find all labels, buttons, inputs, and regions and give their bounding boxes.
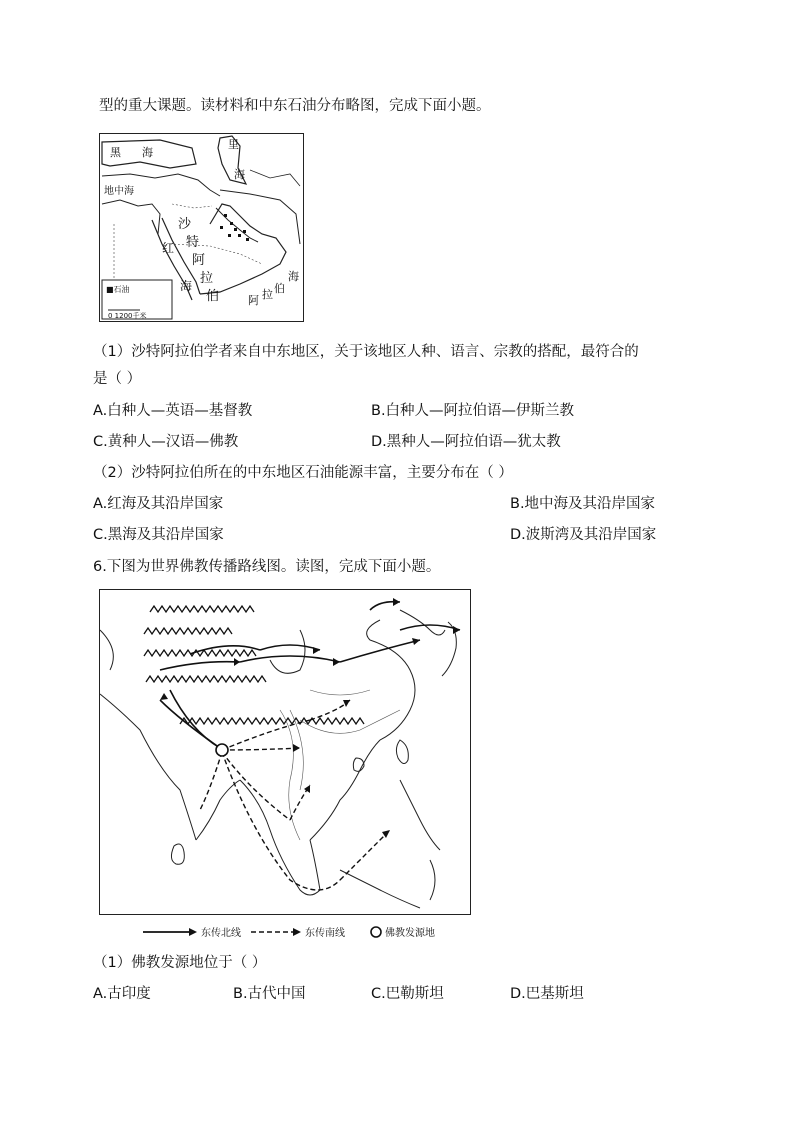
label-saudi-2: 特 bbox=[186, 235, 200, 250]
buddhism-spread-map bbox=[99, 589, 471, 915]
q5-sub2-option-a[interactable]: A.红海及其沿岸国家 bbox=[93, 496, 224, 512]
q5-sub2-option-b[interactable]: B.地中海及其沿岸国家 bbox=[510, 496, 656, 512]
label-saudi-1: 沙 bbox=[178, 217, 192, 232]
label-caspian-1: 里 bbox=[228, 138, 239, 151]
q6-sub1-option-a[interactable]: A.古印度 bbox=[93, 986, 151, 1002]
label-black-sea-1: 黑 bbox=[110, 146, 121, 159]
q5-sub1-option-d[interactable]: D.黑种人—阿拉伯语—犹太教 bbox=[371, 434, 561, 450]
legend-scale: 0 1200千米 bbox=[108, 312, 147, 320]
q5-sub1-option-b[interactable]: B.白种人—阿拉伯语—伊斯兰教 bbox=[371, 403, 575, 419]
label-saudi-5: 伯 bbox=[206, 289, 220, 304]
q6-sub1-stem: （1）佛教发源地位于（ ） bbox=[93, 955, 267, 971]
q5-sub2-option-c[interactable]: C.黑海及其沿岸国家 bbox=[93, 527, 224, 543]
legend-oil: ■石油 bbox=[106, 285, 130, 294]
legend-origin: 佛教发源地 bbox=[385, 928, 435, 939]
q5-sub1-stem-line2: 是（ ） bbox=[93, 371, 142, 387]
intro-line: 型的重大课题。读材料和中东石油分布略图，完成下面小题。 bbox=[99, 98, 491, 114]
middle-east-oil-map bbox=[99, 133, 304, 322]
q6-stem: 6.下图为世界佛教传播路线图。读图，完成下面小题。 bbox=[93, 559, 441, 575]
q6-sub1-option-c[interactable]: C.巴勒斯坦 bbox=[371, 986, 444, 1002]
q5-sub1-option-c[interactable]: C.黄种人—汉语—佛教 bbox=[93, 434, 239, 450]
label-red-sea-2: 海 bbox=[180, 279, 193, 293]
q6-sub1-option-d[interactable]: D.巴基斯坦 bbox=[510, 986, 584, 1002]
label-saudi-3: 阿 bbox=[192, 253, 206, 268]
label-caspian-2: 海 bbox=[234, 168, 245, 181]
label-arabian-sea-4: 阿 bbox=[248, 294, 259, 307]
label-arabian-sea-2: 伯 bbox=[274, 282, 285, 295]
q5-sub1-stem-line1: （1）沙特阿拉伯学者来自中东地区，关于该地区人种、语言、宗教的搭配，最符合的 bbox=[93, 344, 639, 360]
label-arabian-sea-3: 拉 bbox=[262, 288, 273, 301]
q5-sub2-option-d[interactable]: D.波斯湾及其沿岸国家 bbox=[510, 527, 657, 543]
buddhism-map-legend bbox=[99, 922, 469, 942]
q5-sub1-option-a[interactable]: A.白种人—英语—基督教 bbox=[93, 403, 253, 419]
label-mediterranean: 地中海 bbox=[104, 186, 134, 197]
label-red-sea-1: 红 bbox=[162, 241, 175, 255]
label-black-sea-2: 海 bbox=[142, 146, 153, 159]
legend-south-route: 东传南线 bbox=[305, 928, 345, 939]
label-arabian-sea-1: 海 bbox=[288, 270, 299, 283]
q5-sub2-stem: （2）沙特阿拉伯所在的中东地区石油能源丰富，主要分布在（ ） bbox=[93, 465, 513, 481]
legend-north-route: 东传北线 bbox=[201, 928, 241, 939]
q6-sub1-option-b[interactable]: B.古代中国 bbox=[233, 986, 306, 1002]
label-saudi-4: 拉 bbox=[200, 271, 214, 286]
